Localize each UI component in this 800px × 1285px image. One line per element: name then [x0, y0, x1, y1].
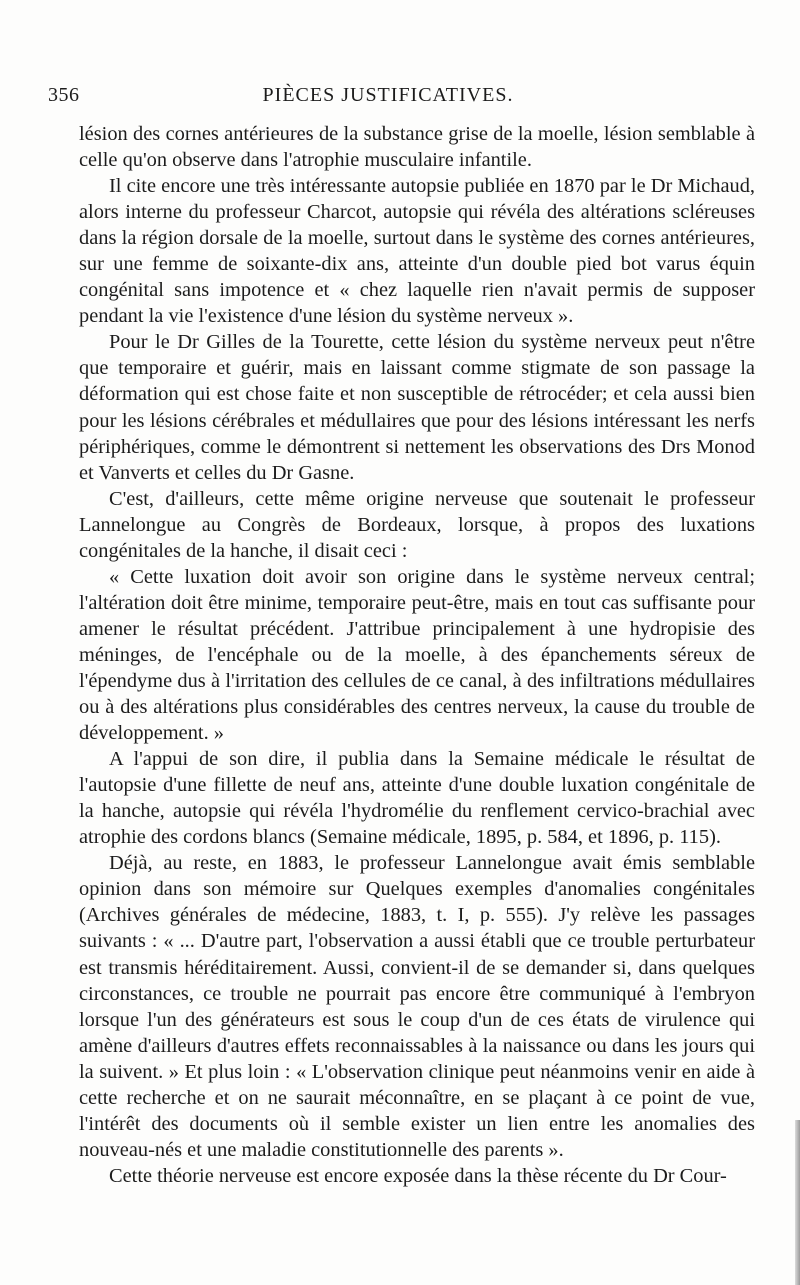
paragraph: Déjà, au reste, en 1883, le professeur Lannelongue avait émis semblable opinion dans son mémoire sur Quelques exemples d'anomalies congénitales (Archives générales de médecine, 1883, t. I, p. 555). J'y relève les passages suivants : « ... D'autre part, l'observation a aussi établi que ce trouble perturbateur est transmis héréditairement. Aussi, convient-il de se demander si, dans quelques circonstances, ce trouble ne pourrait pas encore être communiqué à l'embryon lorsque l'un des générateurs est sous le coup d'un de ces états de virulence qui amène d'ailleurs d'autres effets reconnaissables à la naissance ou dans les jours qui la suivent. » Et plus loin : « L'observation clinique peut néanmoins venir en aide à cette recherche et on ne saurait méconnaître, en se plaçant à ce point de vue, l'intérêt des documents où il semble exister un lien entre les anomalies des nouveau-nés et une maladie constitutionnelle des parents ». [79, 852, 755, 1161]
paragraph: Il cite encore une très intéressante autopsie publiée en 1870 par le Dr Michaud, alors interne du professeur Charcot, autopsie qui révéla des altérations scléreuses dans la région dorsale de la moelle, surtout dans le système des cornes antérieures, sur une femme de soixante-dix ans, atteinte d'un double pied bot varus équin congénital sans impotence et « chez laquelle rien n'avait permis de supposer pendant la vie l'existence d'une lésion du système nerveux ». [79, 175, 755, 328]
paragraph: Cette théorie nerveuse est encore exposée dans la thèse récente du Dr Cour- [109, 1164, 727, 1187]
paragraph: Pour le Dr Gilles de la Tourette, cette lésion du système nerveux peut n'être que temporaire et guérir, mais en laissant comme stigmate de son passage la déformation qui est chose faite et non susceptible de rétrocéder; et cela aussi bien pour les lésions cérébrales et médullaires que pour des lésions intéressant les nerfs périphériques, comme le démontrent si nettement les observations des Drs Monod et Vanverts et celles du Dr Gasne. [79, 331, 755, 484]
running-head [48, 84, 728, 110]
paragraph: lésion des cornes antérieures de la substance grise de la moelle, lésion semblable à celle qu'on observe dans l'atrophie musculaire infantile. [79, 123, 755, 172]
section-title: PIÈCES JUSTIFICATIVES. [262, 84, 514, 106]
paragraph: A l'appui de son dire, il publia dans la Semaine médicale le résultat de l'autopsie d'une fillette de neuf ans, atteinte d'une double luxation congénitale de la hanche, autopsie qui révéla l'hydromélie du renflement cervico-brachial avec atrophie des cordons blancs (Semaine médicale, 1895, p. 584, et 1896, p. 115). [79, 748, 755, 849]
page-edge-shadow [795, 1120, 800, 1285]
page-number: 356 [48, 84, 80, 106]
quotation-paragraph: « Cette luxation doit avoir son origine dans le système nerveux central; l'altération doit être minime, temporaire peut-être, mais en tout cas suffisante pour amener le résultat précédent. J'attribue principalement à une hydropisie des méninges, de l'encéphale ou de la moelle, à des épanchements séreux de l'épendyme dus à l'irritation des cellules de ce canal, à des infiltrations médullaires ou à des altérations plus considérables des centres nerveux, la cause du trouble de développement. » [79, 565, 755, 745]
paragraph: C'est, d'ailleurs, cette même origine nerveuse que soutenait le professeur Lannelongue au Congrès de Bordeaux, lorsque, à propos des luxations congénitales de la hanche, il disait ceci : [79, 487, 755, 562]
body-text [79, 121, 755, 1189]
